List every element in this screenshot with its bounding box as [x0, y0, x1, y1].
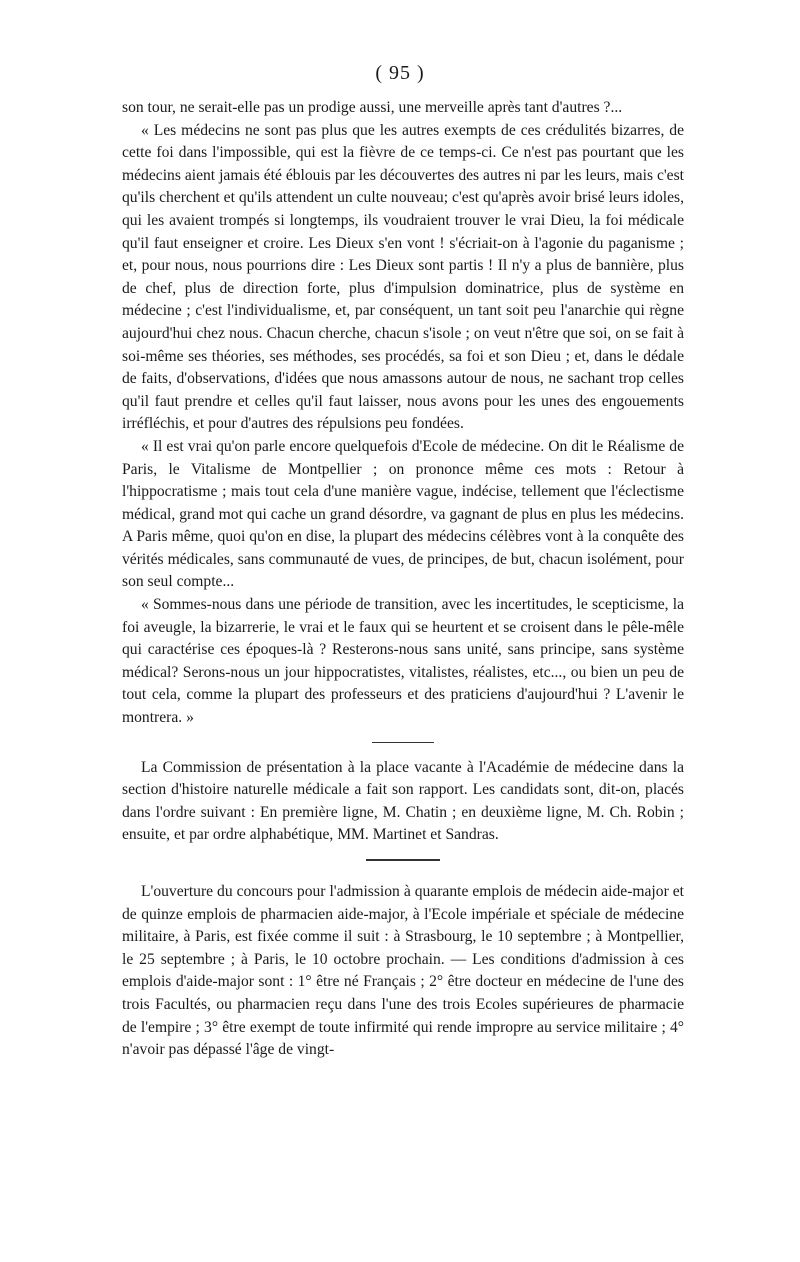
paragraph-quote-schools: « Il est vrai qu'on parle encore quelquefois d'Ecole de médecine. On dit le Réalisme de Paris, le Vitalisme de Montpellier ; on prononce même ces mots : Retour à l'hippocratisme ; mais tout cela d'une manière vague, indécise, tellement que l'éclectisme médical, grand mot qui cache un grand désordre, va gagnant de plus en plus les médecins. A Paris même, quoi qu'on en dise, la plupart des médecins célèbres vont à la conquête des vérités médicales, sans communauté de vues, de principes, de but, chacun isolément, pour son seul compte...: [122, 437, 684, 591]
paragraph-quote-transition: « Sommes-nous dans une période de transition, avec les incertitudes, le scepticisme, la foi aveugle, la bizarrerie, le vrai et le faux qui se heurtent et se croisent dans le pêle-mêle qui caractérise ces époques-là ? Resterons-nous sans unité, sans principe, sans système médical? Serons-nous un jour hippocratistes, vitalistes, réalistes, etc..., ou bien un peu de tout cela, comme la plupart des professeurs et des praticiens d'aujourd'hui ? L'avenir le montrera. »: [122, 596, 684, 727]
paragraph-concours: L'ouverture du concours pour l'admission à quarante emplois de médecin aide-major et de quinze emplois de pharmacien aide-major, à l'Ecole impériale et spéciale de médecine militaire, à Paris, est fixée comme il suit : à Strasbourg, le 10 septembre ; à Montpellier, le 25 septembre ; à Paris, le 10 octobre prochain. — Les conditions d'admission à ces emplois d'aide-major sont : 1° être né Français ; 2° être docteur en médecine de l'une des trois Facultés, ou pharmacien reçu dans l'une des trois Ecoles supérieures de pharmacie de l'empire ; 3° être exempt de toute infirmité qui rende impropre au service militaire ; 4° n'avoir pas dépassé l'âge de vingt-: [122, 883, 684, 1059]
page-number: ( 95 ): [375, 62, 425, 84]
section-divider: [372, 742, 434, 743]
paragraph-academie-commission: La Commission de présentation à la place vacante à l'Académie de médecine dans la section d'histoire naturelle médicale a fait son rapport. Les candidats sont, dit-on, placés dans l'ordre suivant : En première ligne, M. Chatin ; en deuxième ligne, M. Ch. Robin ; ensuite, et par ordre alphabétique, MM. Martinet et Sandras.: [122, 758, 684, 844]
paragraph-quote-credulity: « Les médecins ne sont pas plus que les autres exempts de ces crédulités bizarres, de cette foi dans l'impossible, qui est la fièvre de ce temps-ci. Ce n'est pas pourtant que les médecins aient jamais été éblouis par les découvertes des autres ni par les leurs, mais c'est qu'ils cherchent et qu'ils attendent un culte nouveau; c'est qu'après avoir brisé leurs idoles, qui les avaient trompés si longtemps, ils voudraient trouver le vrai Dieu, la foi médicale qu'il faut enseigner et croire. Les Dieux s'en vont ! s'écriait-on à l'agonie du paganisme ; et, pour nous, nous pourrions dire : Les Dieux sont partis ! Il n'y a plus de bannière, plus de chef, plus de direction forte, plus d'impulsion dominatrice, plus de système en médecine ; c'est l'individualisme, et, par conséquent, un tant soit peu l'anarchie qui règne aujourd'hui chez nous. Chacun cherche, chacun s'isole ; on veut n'être que soi, on se fait à soi-même ses théories, ses méthodes, ses procédés, sa foi et son Dieu ; et, dans le dédale de faits, d'observations, d'idées que nous amassons autour de nous, ne sachant trop celles qu'il faut prendre et celles qu'il faut laisser, nous avons pour les unes des engouements irréfléchis, et pour d'autres des répulsions peu fondées.: [122, 121, 684, 433]
section-divider: [366, 859, 440, 861]
paragraph-continuation: son tour, ne serait-elle pas un prodige aussi, une merveille après tant d'autres ?...: [122, 99, 623, 116]
page-body: [122, 97, 684, 1062]
